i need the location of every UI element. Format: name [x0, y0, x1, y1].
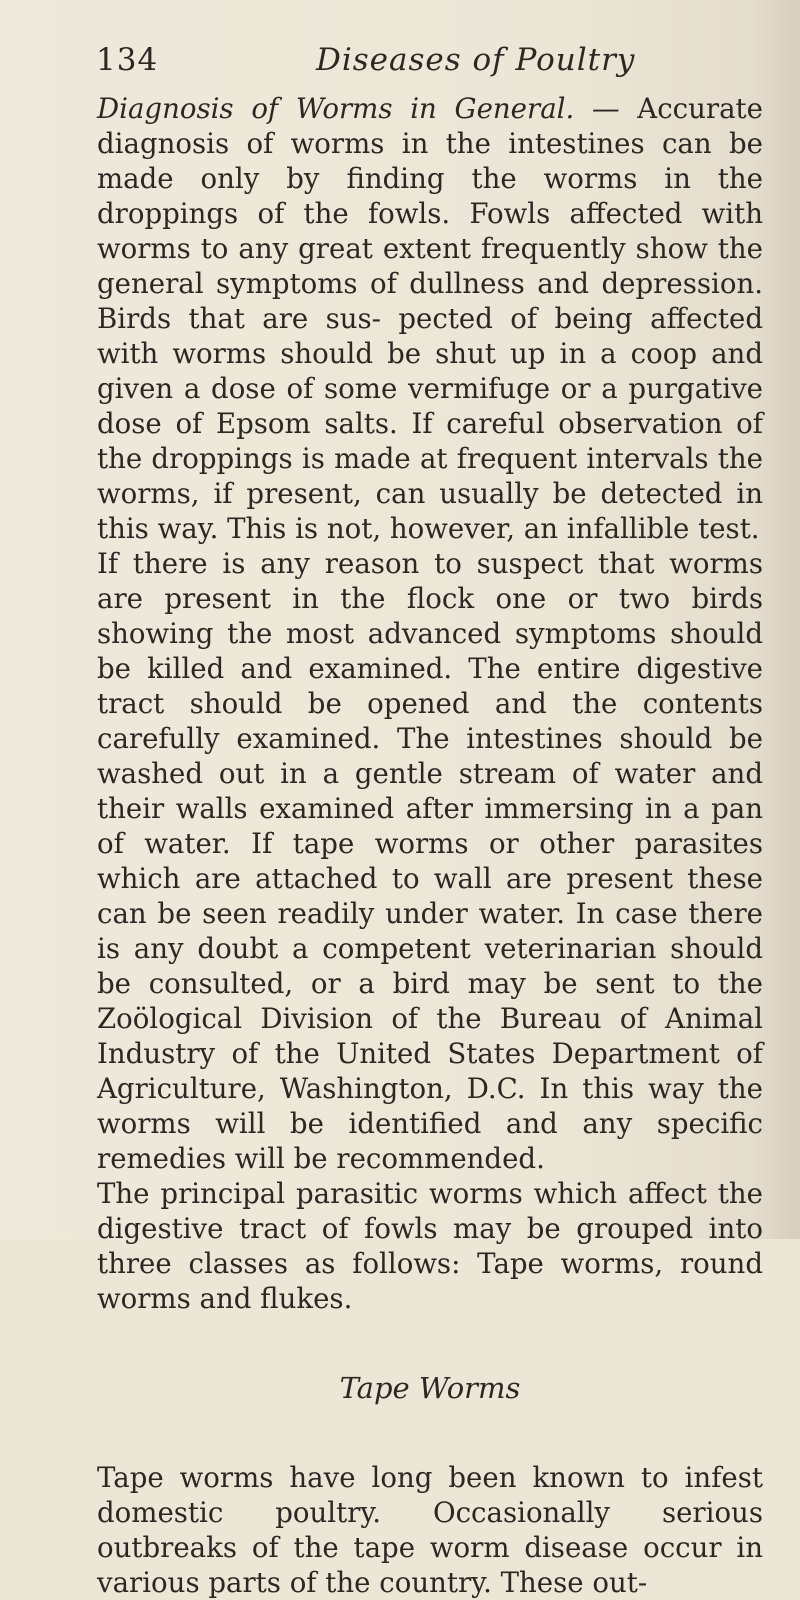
paragraph-examination: If there is any reason to suspect that worms are present in the flock one or two birds showing the most advanced symptoms should be killed and examined. The entire digestive tract should be opened and the contents carefully examined. The intestines should be washed out in a gentle stream of water and their walls examined after immersing in a pan of water. If tape worms or other parasites which are attached to wall are present these can be seen readily under water. In case there is any doubt a competent veterinarian should be consulted, or a bird may be sent to the Zoölogical Division of the Bureau of Animal Industry of the United States Department of Agriculture, Washington, D.C. In this way the worms will be identified and any specific remedies will be recommended.	[97, 547, 763, 1175]
running-title: Diseases of Poultry	[316, 42, 636, 78]
paragraph-lead-heading: Diagnosis of Worms in General. —	[97, 92, 620, 125]
section-heading: Tape Worms	[339, 1371, 521, 1405]
page-number: 134	[96, 42, 159, 78]
paragraph-classes: The principal parasitic worms which affect the digestive tract of fowls may be grouped into three classes as follows: Tape worms, round worms and flukes.	[97, 1177, 763, 1315]
paragraph-tape-worms: Tape worms have long been known to infest domestic poultry. Occasionally serious outbreaks of the tape worm disease occur in various parts of the country. These out-	[97, 1461, 763, 1599]
paragraph-diagnosis-text: Accurate diagnosis of worms in the intestines can be made only by finding the worms in the droppings of the fowls. Fowls affected with worms to any great extent frequently show the general symptoms of dullness and depression. Birds that are sus- pected of being affected with worms should be shut up in a coop and given a dose of some vermifuge or a purgative dose of Epsom salts. If careful observation of the droppings is made at frequent intervals the worms, if present, can usually be detected in this way. This is not, however, an infallible test.	[97, 92, 763, 545]
running-head	[64, 40, 764, 80]
paragraph-diagnosis	[97, 91, 763, 546]
body-text	[97, 91, 763, 1600]
